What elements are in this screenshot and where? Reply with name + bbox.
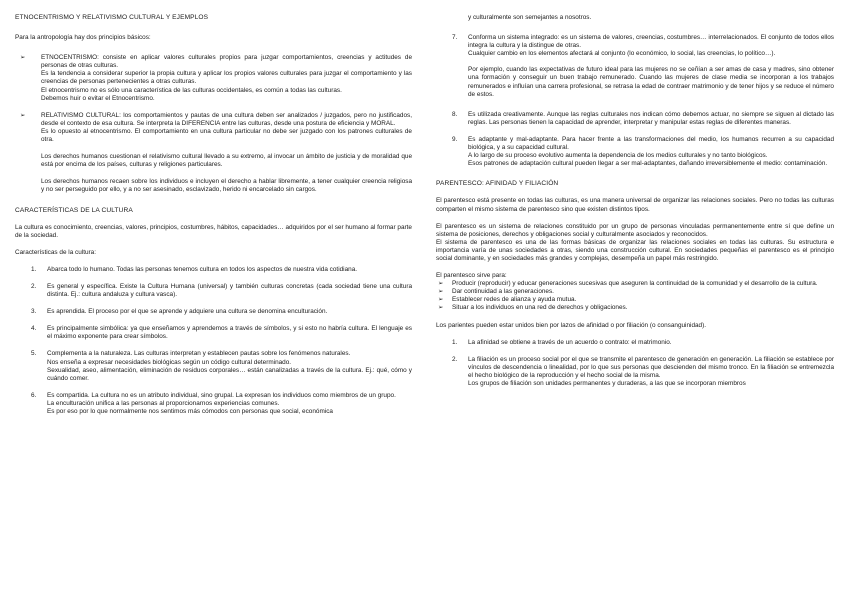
list-item-text: Complementa a la naturaleza. Las culturas interpretan y establecen pautas sobre los fenómenos naturales. <box>47 350 351 358</box>
arrow-bullet-icon: ➢ <box>438 304 444 312</box>
bullet-line: Es la tendencia a considerar superior la propia cultura y aplicar los propios valores culturales para juzgar el comportamiento y las creencias de personas pertenecientes a otras culturas. <box>41 70 412 86</box>
list-item-text: Es por eso por lo que normalmente nos sentimos más cómodos con personas que social, económica <box>47 408 333 415</box>
list-item <box>436 34 834 58</box>
list-item-text: La enculturación unifica a las personas al proporcionarnos experiencias comunes. <box>47 399 280 407</box>
arrow-bullet-icon: ➢ <box>438 288 444 296</box>
list-number: 1. <box>452 338 458 346</box>
characteristics-label: Características de la cultura: <box>15 248 96 256</box>
list-item-text: Nos enseña a expresar necesidades biológicas según un código cultural determinado. <box>47 358 292 366</box>
list-item <box>15 283 412 299</box>
human-rights-paragraph: Los derechos humanos recaen sobre los individuos e incluyen el derecho a hablar libremente, a tener cualquier creencia religiosa y no ser perseguido por ello, y a no ser asesinado, esclavizado, herido ni encarcelado sin cargos. <box>41 178 412 194</box>
list-item <box>436 296 834 304</box>
list-item-text: Situar a los individuos en una red de derechos y obligaciones. <box>452 304 628 312</box>
list-number: 9. <box>452 135 458 143</box>
list-item-text: Cualquier cambio en los elementos afectará al conjunto (lo económico, lo social, las creencias, lo político…). <box>468 50 776 58</box>
list-item <box>15 350 412 382</box>
arrow-bullet-icon: ➢ <box>438 280 444 288</box>
bullet-line: ETNOCENTRISMO: consiste en aplicar valores culturales propios para juzgar comportamientos, creencias y actitudes de personas de otras culturas. <box>41 54 412 70</box>
list-item-text: Abarca todo lo humano. Todas las personas tenemos cultura en todos los aspectos de nuestra vida cotidiana. <box>47 265 358 273</box>
human-rights-paragraph: Los derechos humanos cuestionan el relativismo cultural llevado a su extremo, al invocar un ámbito de justicia y de moralidad que está por encima de los países, culturas y religiones particulares. <box>41 153 412 169</box>
right-column <box>436 14 834 388</box>
list-number: 7. <box>452 34 458 42</box>
arrow-bullet-icon: ➢ <box>438 296 444 304</box>
left-column <box>15 14 412 416</box>
list-item-text: Es general y específica. Existe la Cultura Humana (universal) y también culturas concretas (cada sociedad tiene una cultura distinta. Ej.: cultura andaluza y cultura vasca). <box>47 282 412 299</box>
list-item <box>15 392 412 416</box>
list-item <box>15 308 412 316</box>
list-number: 2. <box>31 282 37 290</box>
list-item <box>436 339 834 347</box>
list-number: 1. <box>31 265 37 273</box>
culture-definition: La cultura es conocimiento, creencias, valores, principios, costumbres, hábitos, capacidades… adquiridos por el ser humano al formar parte de la sociedad. <box>15 223 412 239</box>
list-item-text: Los grupos de filiación son unidades permanentes y duraderas, a las que se incorporan miembros <box>468 380 746 387</box>
bullet-line: El etnocentrismo no es sólo una característica de las culturas occidentales, es común a todas las culturas. <box>41 86 342 94</box>
list-item-text: La afinidad se obtiene a través de un acuerdo o contrato: el matrimonio. <box>468 338 672 346</box>
list-item <box>436 136 834 168</box>
example-paragraph: Por ejemplo, cuando las expectativas de futuro ideal para las mujeres no se ceñían a ser amas de casa y madres, sino obtener una formación y conseguir un buen trabajo remunerado. Cuando las mujeres de clase media se incorporan a los trabajos remunerados e influían una carrera profesional, se retrasa la edad de contraer matrimonio y de tener hijos y se reduce el número de estos. <box>468 66 834 98</box>
continuation-text: y culturalmente son semejantes a nosotros. <box>468 14 592 21</box>
list-item <box>436 280 834 288</box>
list-item <box>436 356 834 388</box>
list-item-text: Sexualidad, aseo, alimentación, eliminación de residuos corporales… están canalizadas a través de la cultura. Ej.: qué, cómo y cuándo comer. <box>47 366 412 382</box>
bullet-line: Es lo opuesto al etnocentrismo. El comportamiento en una cultura particular no debe ser juzgado con los patrones culturales de otra. <box>41 127 412 144</box>
list-number: 2. <box>452 355 458 363</box>
list-item-text: Producir (reproducir) y educar generaciones sucesivas que aseguren la continuidad de la comunidad y el desarrollo de la cultura. <box>452 280 818 288</box>
bullet-relativism <box>15 112 412 144</box>
bullet-ethnocentrism <box>15 54 412 103</box>
list-item-text: Es adaptante y mal-adaptante. Para hacer frente a las transformaciones del medio, los humanos recurren a su capacidad biológica, y a su capacidad cultural. <box>468 135 834 152</box>
kinship-paragraph: El parentesco está presente en todas las culturas, es una manera universal de organizar las relaciones sociales. Pero no todas las culturas comparten el mismo sistema de parentesco sino que existen distintos tipos. <box>436 197 834 213</box>
bullet-line: Debemos huir o evitar el Etnocentrismo. <box>41 94 155 102</box>
list-item <box>15 266 412 274</box>
arrow-bullet-icon: ➢ <box>20 54 26 62</box>
list-number: 8. <box>452 110 458 118</box>
list-item <box>436 288 834 296</box>
list-item <box>436 304 834 312</box>
serves-label: El parentesco sirve para: <box>436 272 507 280</box>
list-item-text: Es utilizada creativamente. Aunque las reglas culturales nos indican cómo debemos actuar, no siempre se siguen al dictado las reglas. Las personas tienen la capacidad de aprender, interpretar y manipular estas reglas de diferentes maneras. <box>468 110 834 126</box>
list-item-text: La filiación es un proceso social por el que se transmite el parentesco de generación en generación. La filiación se establece por vínculos de descendencia o linealidad, por lo que sus personas que descienden del mismo tronco. En la filiación se entremezcla el hecho biológico de la reproducción y el hecho social de la misma. <box>468 355 834 379</box>
list-item-text: Es compartida. La cultura no es un atributo individual, sino grupal. La expresan los individuos como miembros de un grupo. <box>47 391 396 399</box>
kinship-paragraph: El sistema de parentesco es una de las formas básicas de organizar las relaciones sociales en todas las culturas. Su estructura e importancia varía de unas sociedades a otras, siendo una construcción cultural. En sociedades pequeñas el parentesco es el principio social dominante, y en sociedades más grandes y complejas, desempeña un papel más restringido. <box>436 238 834 262</box>
kinship-paragraph: El parentesco es un sistema de relaciones constituido por un grupo de personas vinculadas permanentemente entre sí que define un sistema de posiciones, derechos y obligaciones social y culturalmente asociados y reconocidos. <box>436 222 834 238</box>
list-item <box>15 325 412 341</box>
list-number: 6. <box>31 391 37 399</box>
list-number: 4. <box>31 325 37 333</box>
list-item-text: A lo largo de su proceso evolutivo aumenta la dependencia de los medios culturales y no tanto biológicos. <box>468 152 768 160</box>
list-item-text: Dar continuidad a las generaciones. <box>452 288 554 296</box>
list-item-text: Conforma un sistema integrado: es un sistema de valores, creencias, costumbres… interrelacionados. El conjunto de todos ellos integra la cultura y la distingue de otras. <box>468 34 834 50</box>
section-title-culture: CARACTERÍSTICAS DE LA CULTURA <box>15 206 133 214</box>
bullet-line: RELATIVISMO CULTURAL: los comportamientos y pautas de una cultura deben ser analizados / juzgados, pero no justificados, desde el contexto de esa cultura. Se interpreta la DIFERENCIA entre las culturas, desde una postura de eficiencia y MORAL. <box>41 111 412 127</box>
list-number: 3. <box>31 308 37 316</box>
section-title-kinship: PARENTESCO: AFINIDAD Y FILIACIÓN <box>436 180 559 188</box>
related-label: Los parientes pueden estar unidos bien por lazos de afinidad o por filiación (o consanguinidad). <box>436 321 707 329</box>
list-item <box>436 111 834 127</box>
list-number: 5. <box>31 350 37 358</box>
list-item-text: Esos patrones de adaptación cultural pueden llegar a ser mal-adaptantes, dañando irreversiblemente el medio: contaminación. <box>468 160 828 168</box>
arrow-bullet-icon: ➢ <box>20 111 26 119</box>
list-item-text: Es aprendida. El proceso por el que se aprende y adquiere una cultura se denomina enculturación. <box>47 308 328 316</box>
list-item-text: Es principalmente simbólica: ya que enseñamos y aprendemos a través de símbolos, y si esto no habría cultura. El lenguaje es el máximo exponente para crear símbolos. <box>47 325 412 341</box>
section-title-ethnocentrism: ETNOCENTRISMO Y RELATIVISMO CULTURAL Y EJEMPLOS <box>15 14 209 21</box>
intro-text: Para la antropología hay dos principios básicos: <box>15 34 151 42</box>
list-item-text: Establecer redes de alianza y ayuda mutua. <box>452 296 577 304</box>
